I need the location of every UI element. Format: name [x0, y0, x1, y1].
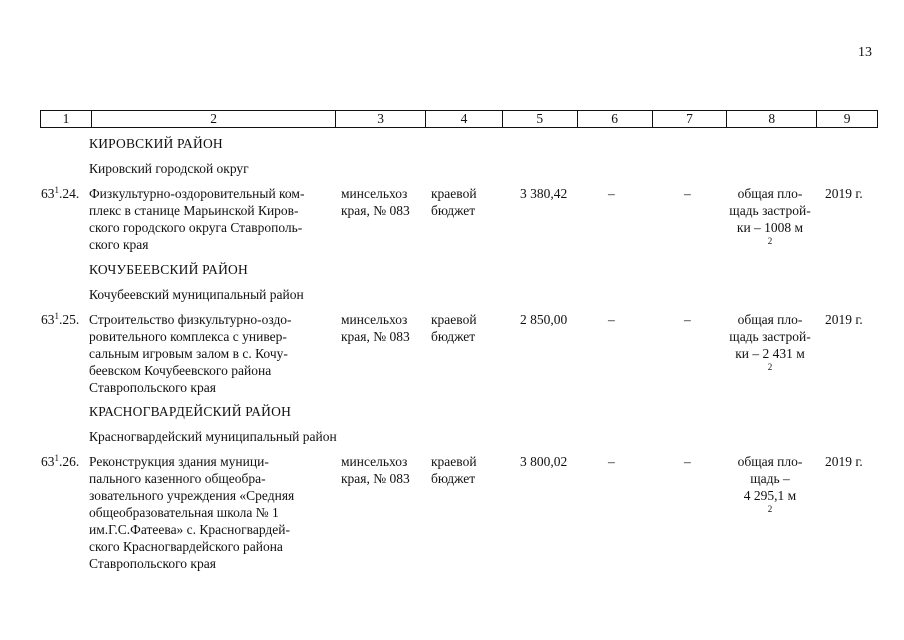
item-col6: – — [608, 312, 615, 327]
item-description: Физкультурно-оздоровительный ком- плекс в станице Марьинской Киров- ского городского округа Ставрополь- ского края — [89, 186, 305, 252]
item-amount: 3 800,02 — [520, 454, 568, 469]
item-col7: – — [684, 454, 691, 469]
item-number: $63^1.26$. — [41, 453, 80, 469]
item-col6: – — [608, 454, 615, 469]
item-funding-source: краевой бюджет — [431, 186, 477, 218]
item-description: Строительство физкультурно-оздо- ровительного комплекса с универ- сальным игровым залом в с. Кочу- беевском Кочубеевского района Ставропольского края — [89, 312, 292, 395]
item-customer: минсельхоз края, № 083 — [341, 312, 410, 344]
table-header-row — [40, 110, 878, 128]
header-col-6: 6 — [577, 111, 652, 127]
header-col-7: 7 — [652, 111, 727, 127]
item-capacity: общая пло- щадь – 4 295,1 м $^2$ — [737, 454, 803, 514]
item-year: 2019 г. — [825, 186, 863, 201]
item-col7: – — [684, 312, 691, 327]
item-funding-source: краевой бюджет — [431, 312, 477, 344]
item-number: $63^1.25$. — [41, 311, 80, 327]
header-col-8: 8 — [726, 111, 816, 127]
municipality-heading: Красногвардейский муниципальный район — [89, 429, 337, 444]
item-amount: 2 850,00 — [520, 312, 568, 327]
item-col6: – — [608, 186, 615, 201]
item-funding-source: краевой бюджет — [431, 454, 477, 486]
header-col-1: 1 — [62, 111, 70, 126]
district-heading: КРАСНОГВАРДЕЙСКИЙ РАЙОН — [89, 404, 292, 419]
item-customer: минсельхоз края, № 083 — [341, 454, 410, 486]
header-col-4: 4 — [425, 111, 502, 127]
header-col-3: 3 — [335, 111, 425, 127]
item-customer: минсельхоз края, № 083 — [341, 186, 410, 218]
item-capacity: общая пло- щадь застрой- ки – 1008 м $^2$ — [729, 186, 811, 246]
municipality-heading: Кировский городской округ — [89, 161, 249, 176]
municipality-heading: Кочубеевский муниципальный район — [89, 287, 304, 302]
header-col-9: 9 — [816, 111, 877, 127]
header-col-5: 5 — [502, 111, 577, 127]
header-col-2: 2 — [91, 111, 335, 127]
district-heading: КОЧУБЕЕВСКИЙ РАЙОН — [89, 262, 248, 277]
district-heading: КИРОВСКИЙ РАЙОН — [89, 136, 223, 151]
item-year: 2019 г. — [825, 454, 863, 469]
item-amount: 3 380,42 — [520, 186, 568, 201]
page-number: 13 — [858, 45, 872, 60]
item-description: Реконструкция здания муници- пального казенного общеобра- зовательного учреждения «Средняя общеобразовательная школа № 1 им.Г.С.Фатеева» с. Красногвардей- ского Красногвардейского района Ставропольского края — [89, 454, 295, 571]
item-number: $63^1.24$. — [41, 185, 80, 201]
item-capacity: общая пло- щадь застрой- ки – 2 431 м $^2$ — [729, 312, 811, 372]
item-col7: – — [684, 186, 691, 201]
item-year: 2019 г. — [825, 312, 863, 327]
